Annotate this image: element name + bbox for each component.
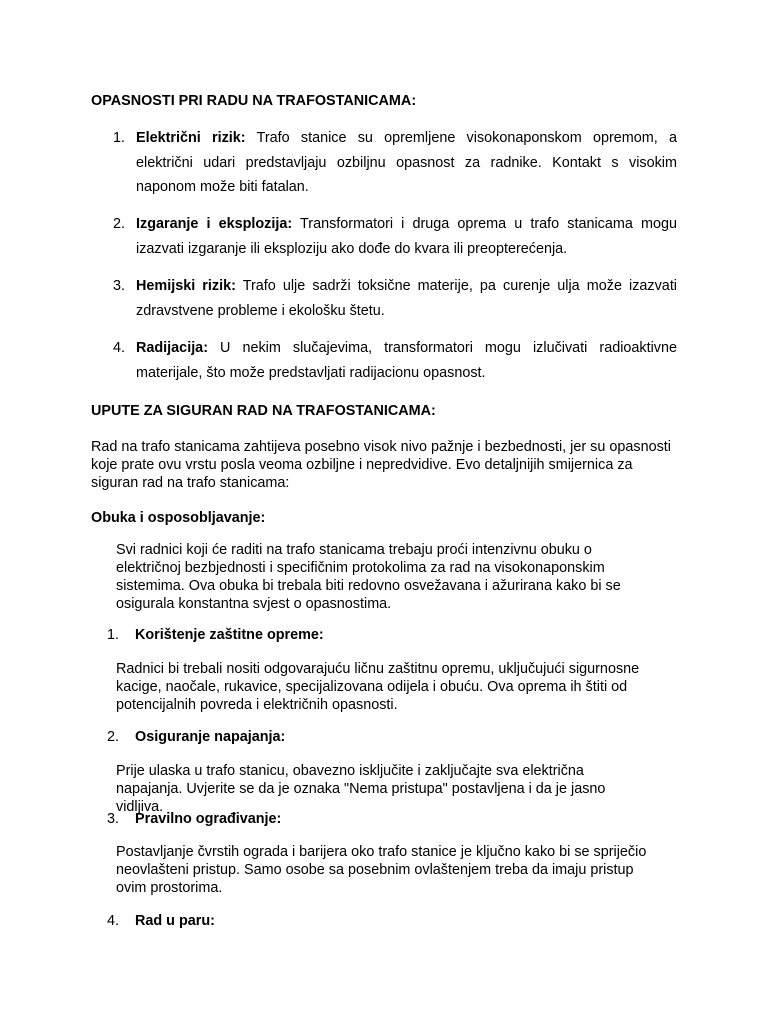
hazard-item [92, 336, 677, 385]
section-number: 4. [107, 913, 120, 929]
heading-safety-guidelines: UPUTE ZA SIGURAN RAD NA TRAFOSTANICAMA: [91, 403, 436, 419]
hazard-item [92, 212, 677, 261]
section-paragraph: Radnici bi trebali nositi odgovarajuću ličnu zaštitnu opremu, uključujući sigurnosne kacige, naočale, rukavice, specijalizovana odijela i obuću. Ova oprema ih štiti od potencijalnih povreda i električnih opasnosti. [116, 661, 640, 713]
hazard-number: 2. [113, 216, 126, 232]
hazard-description: Trafo stanice su opremljene visokonaponskom opremom, a električni udari predstavljaju ozbiljnu opasnost za radnike. Kontakt s visokim naponom može biti fatalan. [136, 130, 677, 195]
hazard-title: Izgaranje i eksplozija: [136, 216, 293, 232]
section-title: Osiguranje napajanja: [135, 729, 286, 745]
hazard-number: 3. [113, 278, 126, 294]
section-title: Pravilno ograđivanje: [135, 811, 282, 827]
section-paragraph: Postavljanje čvrstih ograda i barijera oko trafo stanice je ključno kako bi se spriječio neovlašteni pristup. Samo osobe sa posebnim ovlaštenjem treba da imaju pristup ovim prostorima. [116, 844, 647, 896]
hazard-description: Trafo ulje sadrži toksične materije, pa curenje ulja može izazvati zdravstvene probleme i ekološku štetu. [136, 278, 678, 319]
hazard-item [92, 126, 677, 200]
section-paragraph: Prije ulaska u trafo stanicu, obavezno isključite i zaključajte sva električna napajanja. Uvjerite se da je oznaka "Nema pristupa" postavljena i da je jasno vidljiva. [116, 763, 606, 815]
section-title: Rad u paru: [135, 913, 215, 929]
section-number: 1. [107, 627, 120, 643]
training-paragraph: Svi radnici koji će raditi na trafo stanicama trebaju proći intenzivnu obuku o električnoj bezbjednosti i specifičnim protokolima za rad na visokonaponskim sistemima. Ova obuka bi trebala biti redovno osvežavana i ažurirana kako bi se osigurala konstantna svjest o opasnostima. [116, 542, 621, 612]
hazard-text [136, 336, 677, 385]
hazard-title: Hemijski rizik: [136, 278, 236, 294]
hazard-title: Radijacija: [136, 340, 208, 356]
training-title: Obuka i osposobljavanje: [91, 510, 266, 526]
hazard-title: Električni rizik: [136, 130, 246, 146]
section-number: 3. [107, 811, 120, 827]
intro-paragraph: Rad na trafo stanicama zahtijeva posebno visok nivo pažnje i bezbednosti, jer su opasnosti koje prate ovu vrstu posla veoma ozbiljne i nepredvidive. Evo detaljnijih smijernica za siguran rad na trafo stanicama: [91, 439, 671, 491]
heading-hazards: OPASNOSTI PRI RADU NA TRAFOSTANICAMA: [91, 93, 417, 109]
hazard-description: Transformatori i druga oprema u trafo stanicama mogu izazvati izgaranje ili eksploziju ako dođe do kvara ili preopterećenja. [136, 216, 677, 257]
hazard-description: U nekim slučajevima, transformatori mogu izlučivati radioaktivne materijale, što može predstavljati radijacionu opasnost. [136, 340, 677, 381]
hazard-item [92, 274, 677, 323]
hazard-text [136, 212, 677, 261]
section-title: Korištenje zaštitne opreme: [135, 627, 324, 643]
section-number: 2. [107, 729, 120, 745]
hazard-number: 4. [113, 340, 126, 356]
hazard-number: 1. [113, 130, 126, 146]
hazard-text [136, 274, 677, 323]
hazard-text [136, 126, 677, 200]
